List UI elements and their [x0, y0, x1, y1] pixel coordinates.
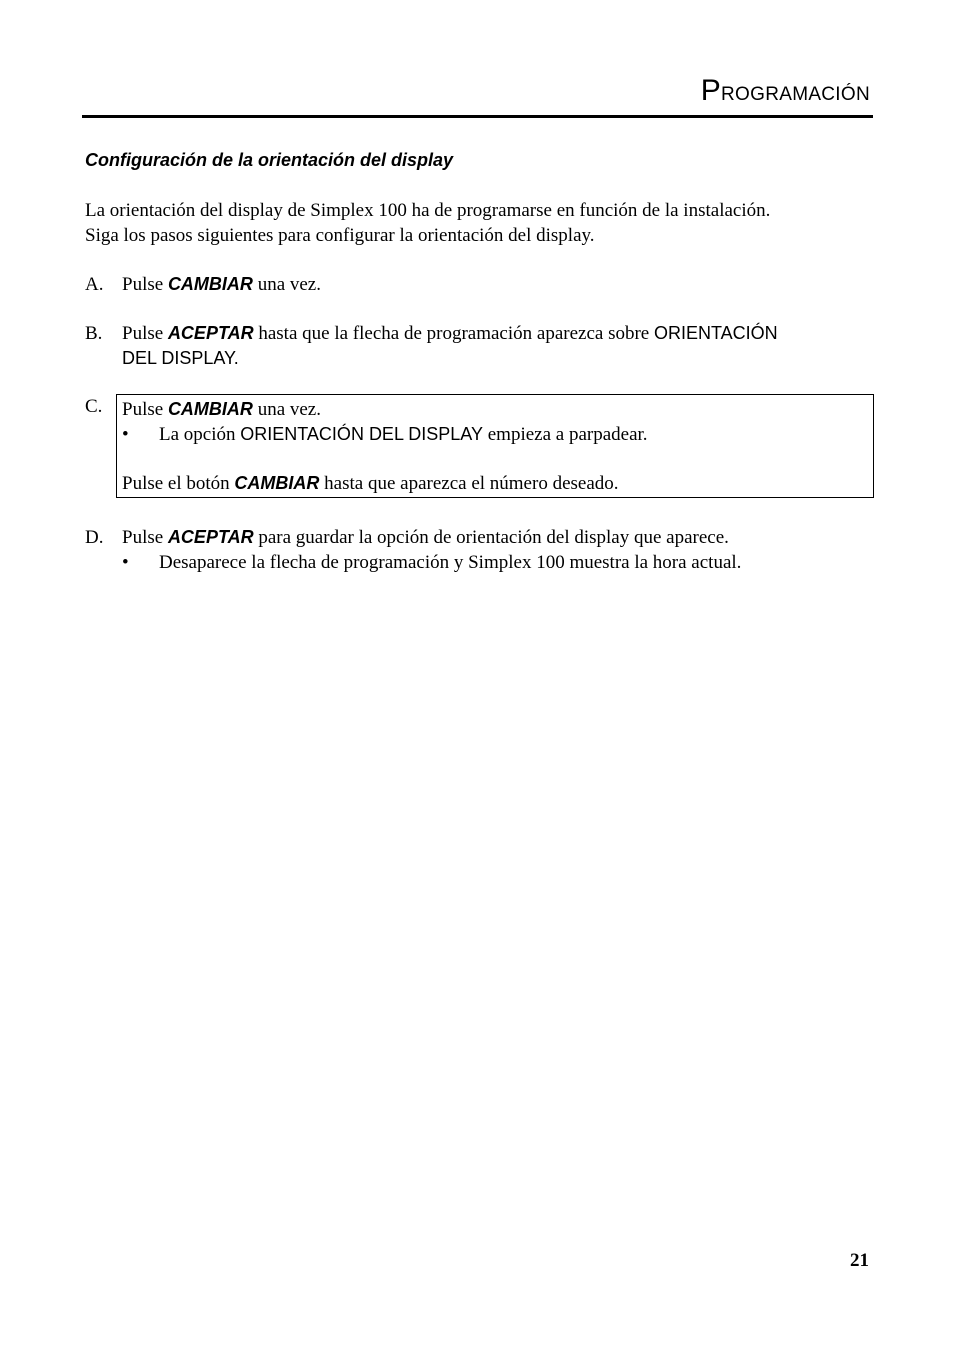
step-c-post: una vez. — [252, 399, 321, 420]
step-c-bullet-post: empieza a parpadear. — [482, 424, 648, 445]
step-b-option-line-1: ORIENTACIÓN — [653, 323, 778, 343]
step-c-box — [116, 394, 874, 498]
step-a-letter: A. — [85, 274, 104, 295]
bullet-dot: • — [122, 424, 129, 445]
header-title-initial: P — [700, 74, 722, 107]
intro-line-2: Siga los pasos siguientes para configurar la orientación del display. — [85, 225, 595, 246]
step-c-bullet-option: ORIENTACIÓN DEL DISPLAY — [240, 424, 483, 444]
section-heading: Configuración de la orientación del display — [85, 150, 454, 170]
step-b-pre: Pulse — [122, 323, 168, 344]
step-c-bullet-pre: La opción — [159, 424, 241, 445]
header-rule — [82, 115, 873, 118]
step-d-bullet-text: Desaparece la flecha de programación y Simplex 100 muestra la hora actual. — [159, 552, 742, 573]
step-a-post: una vez. — [252, 274, 321, 295]
step-d-bullet — [122, 550, 875, 575]
step-b-mid: hasta que la flecha de programación aparezca sobre — [253, 323, 654, 344]
step-c-line-1 — [122, 397, 873, 422]
step-c-line2-post: hasta que aparezca el número deseado. — [319, 473, 619, 494]
header-title-rest: ROGRAMACIÓN — [721, 84, 870, 105]
aceptar-button-label: ACEPTAR — [167, 323, 254, 343]
step-a — [85, 272, 875, 297]
step-b-letter: B. — [85, 323, 103, 344]
page-header-title — [701, 76, 870, 106]
step-d-pre: Pulse — [122, 527, 168, 548]
step-d-post: para guardar la opción de orientación del display que aparece. — [253, 527, 729, 548]
step-c-line-2 — [122, 471, 873, 496]
cambiar-button-label-3: CAMBIAR — [234, 473, 320, 493]
bullet-dot: • — [122, 552, 129, 573]
step-a-pre: Pulse — [122, 274, 168, 295]
step-a-text — [122, 272, 875, 297]
aceptar-button-label-2: ACEPTAR — [167, 527, 254, 547]
step-d — [85, 525, 875, 575]
step-d-text — [122, 525, 875, 575]
cambiar-button-label: CAMBIAR — [167, 274, 253, 294]
step-b — [85, 321, 875, 371]
step-b-option-line-2: DEL DISPLAY. — [122, 348, 239, 368]
cambiar-button-label-2: CAMBIAR — [167, 399, 253, 419]
step-c-bullet — [122, 422, 873, 447]
step-c-letter: C. — [85, 396, 103, 417]
step-c-pre: Pulse — [122, 399, 168, 420]
intro-paragraph — [85, 198, 875, 248]
page-number: 21 — [850, 1250, 869, 1271]
step-d-letter: D. — [85, 527, 104, 548]
step-b-text — [122, 321, 875, 371]
step-c-line2-pre: Pulse el botón — [122, 473, 235, 494]
intro-line-1: La orientación del display de Simplex 100 ha de programarse en función de la instalación. — [85, 200, 771, 221]
